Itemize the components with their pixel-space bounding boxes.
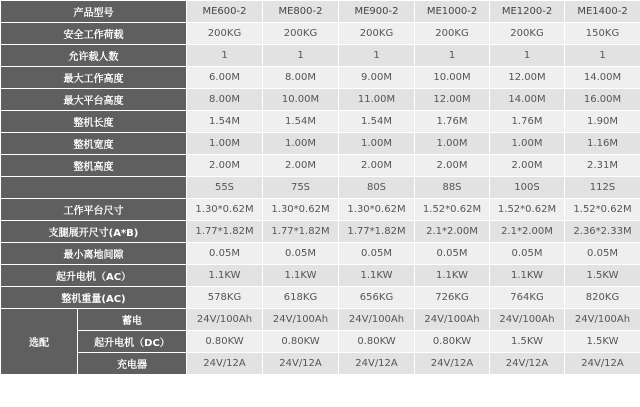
spec-value: 1.52*0.62M	[490, 199, 565, 221]
spec-value: 1	[339, 45, 415, 67]
row-label: 整机高度	[1, 155, 187, 177]
spec-value: 2.1*2.00M	[490, 221, 565, 243]
spec-value: 618KG	[263, 287, 339, 309]
spec-value: 200KG	[187, 23, 263, 45]
spec-value: 0.05M	[415, 243, 490, 265]
row-label: 最大平台高度	[1, 89, 187, 111]
spec-value: 1	[565, 45, 640, 67]
spec-value: 0.05M	[490, 243, 565, 265]
spec-value: 1.77*1.82M	[339, 221, 415, 243]
header-row	[1, 1, 640, 23]
spec-value: 2.00M	[490, 155, 565, 177]
model-name: ME600-2	[187, 1, 263, 23]
spec-value: 16.00M	[565, 89, 640, 111]
spec-value: 1.1KW	[263, 265, 339, 287]
spec-value: 0.05M	[565, 243, 640, 265]
row-label: 起升电机（AC）	[1, 265, 187, 287]
spec-value: 200KG	[490, 23, 565, 45]
spec-value: 1.54M	[263, 111, 339, 133]
spec-value: 1.30*0.62M	[339, 199, 415, 221]
option-value: 24V/100Ah	[415, 309, 490, 331]
spec-value: 1.30*0.62M	[263, 199, 339, 221]
model-name: ME1000-2	[415, 1, 490, 23]
row-label	[1, 177, 187, 199]
model-name: ME1400-2	[565, 1, 640, 23]
option-label: 蓄电	[78, 309, 187, 331]
spec-value: 1.54M	[339, 111, 415, 133]
row-label: 最大工作高度	[1, 67, 187, 89]
spec-value: 12.00M	[490, 67, 565, 89]
spec-value: 1.00M	[339, 133, 415, 155]
spec-value: 1.77*1.82M	[187, 221, 263, 243]
spec-value: 1.00M	[263, 133, 339, 155]
spec-value: 2.00M	[339, 155, 415, 177]
option-row	[1, 331, 640, 353]
row-label: 整机重量(AC)	[1, 287, 187, 309]
spec-row	[1, 221, 640, 243]
option-value: 24V/12A	[490, 353, 565, 375]
option-value: 24V/12A	[187, 353, 263, 375]
spec-value: 0.05M	[263, 243, 339, 265]
option-row	[1, 309, 640, 331]
spec-value: 1.76M	[415, 111, 490, 133]
option-label: 起升电机（DC）	[78, 331, 187, 353]
spec-value: 1	[187, 45, 263, 67]
spec-value: 2.1*2.00M	[415, 221, 490, 243]
spec-value: 1.1KW	[490, 265, 565, 287]
spec-value: 8.00M	[187, 89, 263, 111]
row-label: 产品型号	[1, 1, 187, 23]
spec-value: 764KG	[490, 287, 565, 309]
spec-value: 11.00M	[339, 89, 415, 111]
spec-value: 1.52*0.62M	[565, 199, 640, 221]
spec-value: 1.30*0.62M	[187, 199, 263, 221]
option-value: 0.80KW	[187, 331, 263, 353]
spec-value: 2.00M	[187, 155, 263, 177]
option-value: 0.80KW	[263, 331, 339, 353]
spec-value: 2.00M	[415, 155, 490, 177]
spec-row	[1, 287, 640, 309]
spec-row	[1, 89, 640, 111]
spec-value: 1.77*1.82M	[263, 221, 339, 243]
row-label: 工作平台尺寸	[1, 199, 187, 221]
spec-value: 10.00M	[415, 67, 490, 89]
row-label: 最小离地间隙	[1, 243, 187, 265]
option-value: 24V/12A	[415, 353, 490, 375]
spec-value: 1.16M	[565, 133, 640, 155]
spec-value: 10.00M	[263, 89, 339, 111]
spec-value: 2.36*2.33M	[565, 221, 640, 243]
model-name: ME900-2	[339, 1, 415, 23]
spec-row	[1, 199, 640, 221]
spec-value: 200KG	[263, 23, 339, 45]
spec-value: 9.00M	[339, 67, 415, 89]
spec-value: 200KG	[415, 23, 490, 45]
spec-value: 820KG	[565, 287, 640, 309]
spec-row	[1, 45, 640, 67]
spec-value: 1.00M	[490, 133, 565, 155]
spec-value: 1.90M	[565, 111, 640, 133]
row-label: 安全工作荷载	[1, 23, 187, 45]
option-value: 24V/100Ah	[187, 309, 263, 331]
spec-row	[1, 177, 640, 199]
spec-row	[1, 23, 640, 45]
option-value: 1.5KW	[565, 331, 640, 353]
spec-value: 0.05M	[339, 243, 415, 265]
spec-value: 1.76M	[490, 111, 565, 133]
spec-value: 1.00M	[415, 133, 490, 155]
spec-value: 100S	[490, 177, 565, 199]
spec-value: 578KG	[187, 287, 263, 309]
spec-row	[1, 265, 640, 287]
option-row	[1, 353, 640, 375]
row-label: 整机长度	[1, 111, 187, 133]
option-value: 24V/12A	[339, 353, 415, 375]
spec-value: 75S	[263, 177, 339, 199]
spec-value: 1	[263, 45, 339, 67]
spec-value: 112S	[565, 177, 640, 199]
option-value: 24V/100Ah	[565, 309, 640, 331]
spec-row	[1, 67, 640, 89]
spec-row	[1, 155, 640, 177]
spec-value: 14.00M	[490, 89, 565, 111]
option-value: 24V/12A	[565, 353, 640, 375]
row-label: 允许载人数	[1, 45, 187, 67]
option-value: 24V/100Ah	[490, 309, 565, 331]
row-label: 整机宽度	[1, 133, 187, 155]
spec-value: 1.00M	[187, 133, 263, 155]
option-group-label: 选配	[1, 309, 78, 375]
spec-value: 88S	[415, 177, 490, 199]
spec-row	[1, 111, 640, 133]
spec-value: 12.00M	[415, 89, 490, 111]
model-name: ME800-2	[263, 1, 339, 23]
row-label: 支腿展开尺寸(A*B)	[1, 221, 187, 243]
spec-value: 1.1KW	[339, 265, 415, 287]
spec-value: 1	[415, 45, 490, 67]
spec-value: 656KG	[339, 287, 415, 309]
option-value: 1.5KW	[490, 331, 565, 353]
option-value: 24V/100Ah	[339, 309, 415, 331]
spec-value: 8.00M	[263, 67, 339, 89]
spec-value: 1.5KW	[565, 265, 640, 287]
spec-value: 726KG	[415, 287, 490, 309]
spec-value: 1	[490, 45, 565, 67]
spec-value: 200KG	[339, 23, 415, 45]
option-value: 0.80KW	[415, 331, 490, 353]
spec-value: 6.00M	[187, 67, 263, 89]
spec-value: 1.54M	[187, 111, 263, 133]
spec-row	[1, 243, 640, 265]
spec-value: 14.00M	[565, 67, 640, 89]
spec-value: 55S	[187, 177, 263, 199]
spec-value: 0.05M	[187, 243, 263, 265]
spec-value: 2.31M	[565, 155, 640, 177]
spec-value: 1.1KW	[187, 265, 263, 287]
model-name: ME1200-2	[490, 1, 565, 23]
spec-row	[1, 133, 640, 155]
option-value: 24V/100Ah	[263, 309, 339, 331]
spec-value: 80S	[339, 177, 415, 199]
spec-value: 1.1KW	[415, 265, 490, 287]
spec-value: 1.52*0.62M	[415, 199, 490, 221]
option-value: 0.80KW	[339, 331, 415, 353]
spec-value: 150KG	[565, 23, 640, 45]
option-value: 24V/12A	[263, 353, 339, 375]
spec-value: 2.00M	[263, 155, 339, 177]
option-label: 充电器	[78, 353, 187, 375]
